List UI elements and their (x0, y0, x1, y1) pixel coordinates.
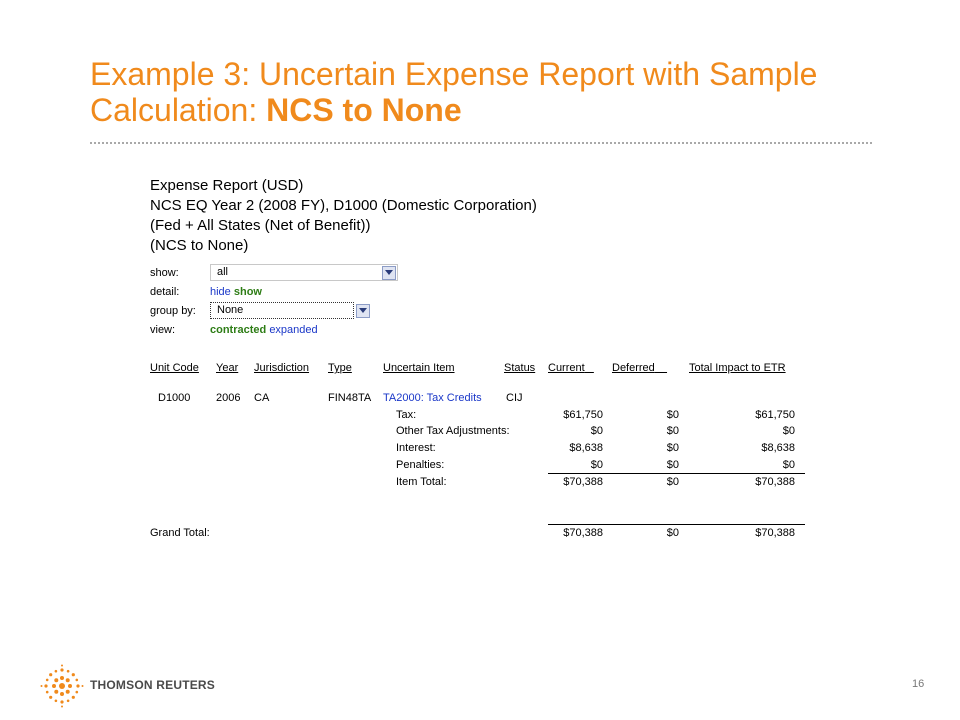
thomson-reuters-logo-icon (40, 664, 84, 708)
slide-title-bold: NCS to None (266, 92, 462, 128)
cell-type: FIN48TA (328, 392, 372, 404)
detail-label: Tax: (396, 409, 417, 421)
detail-row-tax (150, 407, 830, 423)
grand-total-row (150, 525, 830, 541)
detail-deferred: $0 (666, 476, 679, 488)
cell-status: CIJ (506, 392, 523, 404)
detail-total: $61,750 (755, 409, 795, 421)
detail-current: $8,638 (569, 442, 603, 454)
column-header-deferred[interactable]: Deferred (612, 362, 655, 374)
detail-options (210, 283, 262, 301)
groupby-select-value: None (217, 304, 244, 316)
detail-total: $70,388 (755, 476, 795, 488)
detail-total: $8,638 (761, 442, 795, 454)
title-divider (90, 142, 872, 144)
show-select[interactable] (210, 264, 398, 281)
chevron-down-icon[interactable] (382, 266, 396, 280)
grand-total-deferred: $0 (666, 527, 679, 539)
detail-show-link[interactable]: show (233, 286, 262, 298)
detail-label: Penalties: (396, 459, 445, 471)
detail-total: $0 (782, 425, 795, 437)
detail-row-interest (150, 440, 830, 456)
groupby-select[interactable] (210, 302, 354, 319)
report-heading-line: (NCS to None) (150, 237, 249, 254)
report-heading (150, 176, 830, 256)
detail-label: detail: (150, 286, 180, 298)
show-select-value: all (217, 266, 229, 278)
slide-title (90, 56, 890, 128)
detail-label: Other Tax Adjustments: (396, 425, 510, 437)
report-heading-line: NCS EQ Year 2 (2008 FY), D1000 (Domestic Corporation) (150, 197, 537, 214)
detail-row-penalties (150, 457, 830, 473)
report-heading-line: Expense Report (USD) (150, 177, 304, 194)
detail-hide-link[interactable]: hide (210, 286, 231, 298)
cell-year: 2006 (216, 392, 241, 404)
detail-deferred: $0 (666, 409, 679, 421)
column-header-type[interactable]: Type (328, 362, 352, 374)
column-header-year[interactable]: Year (216, 362, 239, 374)
show-label: show: (150, 267, 179, 279)
table-row (150, 390, 830, 406)
footer-brand: THOMSON REUTERS (90, 678, 216, 692)
detail-current: $0 (590, 425, 603, 437)
cell-unit-code: D1000 (158, 392, 191, 404)
column-header-total-impact[interactable]: Total Impact to ETR (689, 362, 786, 374)
detail-deferred: $0 (666, 442, 679, 454)
column-header-current[interactable]: Current (548, 362, 585, 374)
detail-current: $0 (590, 459, 603, 471)
slide-title-normal: Example 3: Uncertain Expense Report with Sample Calculation: (90, 56, 818, 128)
detail-current: $70,388 (563, 476, 603, 488)
grand-total-current: $70,388 (563, 527, 603, 539)
groupby-label: group by: (150, 305, 196, 317)
column-header-uncertain-item[interactable]: Uncertain Item (383, 362, 455, 374)
detail-label: Item Total: (396, 476, 447, 488)
cell-jurisdiction: CA (254, 392, 270, 404)
page-number: 16 (912, 678, 925, 690)
detail-current: $61,750 (563, 409, 603, 421)
detail-row-item-total (150, 474, 830, 490)
view-expanded-link[interactable]: expanded (269, 324, 318, 336)
detail-row-other-adjustments (150, 423, 830, 439)
detail-label: Interest: (396, 442, 436, 454)
column-header-status[interactable]: Status (504, 362, 536, 374)
column-header-jurisdiction[interactable]: Jurisdiction (254, 362, 310, 374)
column-header-unit-code[interactable]: Unit Code (150, 362, 199, 374)
expense-report (150, 176, 830, 539)
report-heading-line: (Fed + All States (Net of Benefit)) (150, 217, 371, 234)
detail-deferred: $0 (666, 459, 679, 471)
uncertain-item-link[interactable]: TA2000: Tax Credits (383, 392, 482, 404)
view-options (210, 321, 318, 339)
grand-total-label: Grand Total: (150, 527, 210, 539)
detail-total: $0 (782, 459, 795, 471)
grand-total-total: $70,388 (755, 527, 795, 539)
chevron-down-icon[interactable] (356, 304, 370, 318)
view-label: view: (150, 324, 176, 336)
detail-deferred: $0 (666, 425, 679, 437)
view-contracted-link[interactable]: contracted (210, 324, 267, 336)
